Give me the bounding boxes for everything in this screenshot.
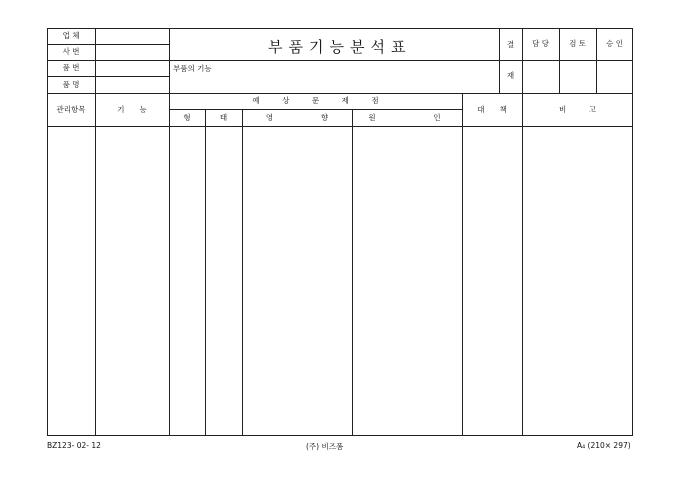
rule (352, 109, 353, 436)
approval-label-1: 결 (506, 40, 515, 49)
rule (169, 28, 170, 436)
sub-cause-1: 원 (368, 113, 376, 122)
publisher: (주) 비즈폼 (306, 442, 344, 451)
rule (47, 76, 169, 77)
rule (205, 109, 206, 436)
rule (242, 109, 243, 436)
rule (522, 28, 523, 436)
approval-role-approve: 승 인 (606, 39, 623, 48)
sub-effect-2: 향 (320, 113, 329, 122)
label-company: 업 체 (62, 31, 80, 40)
col-item: 관리항목 (56, 105, 86, 114)
rule (559, 28, 560, 93)
col-expected-problem: 예 상 문 제 점 (252, 96, 379, 105)
approval-role-charge: 담 당 (532, 39, 549, 48)
label-part-no: 품 번 (62, 63, 80, 72)
approval-label-2: 재 (506, 71, 515, 80)
rule (95, 28, 96, 436)
col-countermeasure: 대 책 (477, 105, 507, 114)
col-remarks: 비 고 (559, 105, 596, 114)
form-code: BZ123- 02- 12 (47, 441, 101, 450)
sub-form-2: 태 (219, 113, 228, 122)
paper-size: A₄ (210× 297) (577, 441, 631, 450)
sub-effect-1: 영 (265, 113, 274, 122)
rule (169, 109, 462, 110)
rule (47, 44, 169, 45)
rule (596, 28, 597, 93)
rule (47, 93, 633, 94)
label-employee-no: 사 번 (62, 47, 80, 56)
label-part-function: 부품의 기능 (173, 64, 212, 73)
rule (499, 28, 500, 93)
form-frame (47, 28, 633, 436)
label-part-name: 품 명 (62, 80, 80, 89)
page-title: 부품기능분석표 (268, 38, 412, 56)
rule (47, 60, 633, 61)
sub-form-1: 형 (183, 113, 191, 122)
rule (462, 93, 463, 436)
col-function: 기 능 (117, 105, 147, 114)
approval-role-review: 검 토 (569, 39, 586, 48)
sub-cause-2: 인 (433, 113, 441, 122)
rule (47, 126, 633, 127)
